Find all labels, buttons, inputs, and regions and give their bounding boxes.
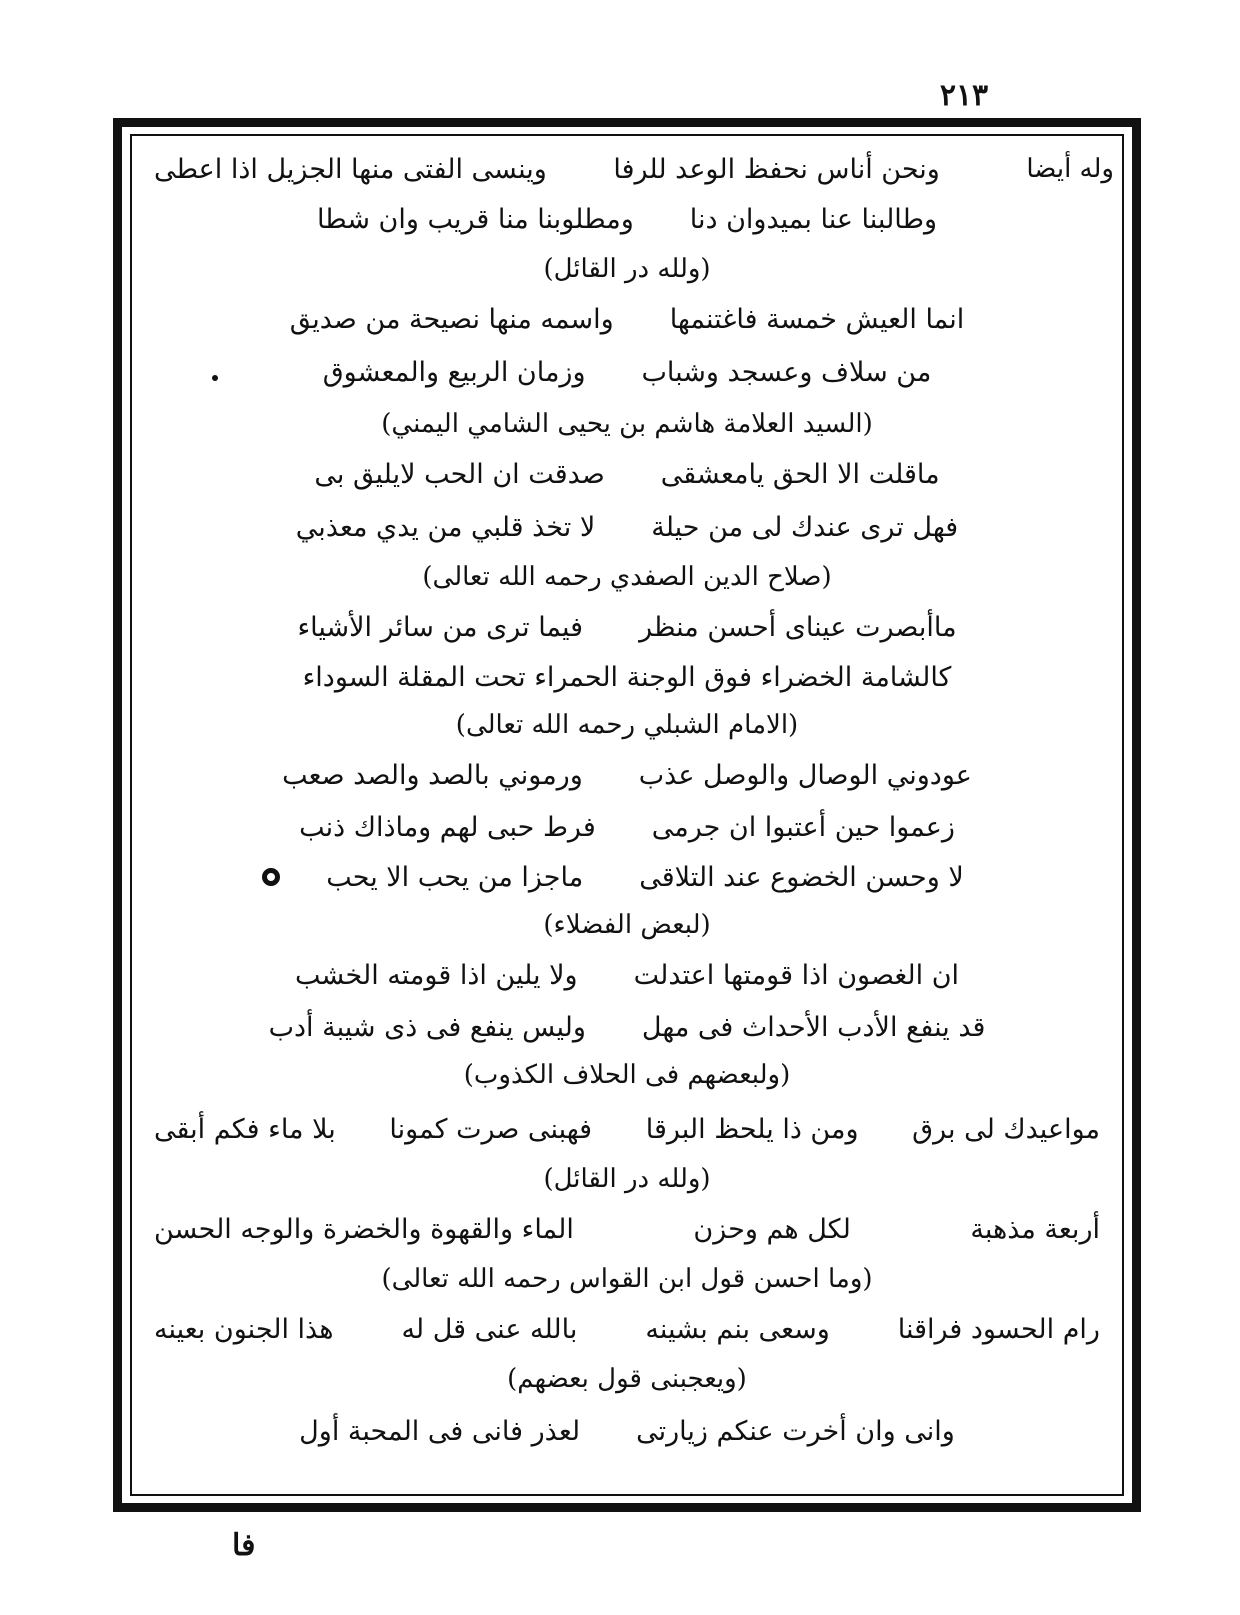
hemistich: وليس ينفع فى ذى شيبة أدب	[268, 1011, 586, 1043]
text-line	[140, 1304, 1114, 1354]
heading-text: (ولله در القائل)	[543, 1164, 711, 1194]
text-line	[140, 347, 1114, 397]
heading-text: (الامام الشبلي رحمه الله تعالى)	[455, 710, 799, 740]
text-line	[140, 1204, 1114, 1254]
heading-text: (ولله در القائل)	[543, 254, 711, 284]
hemistich: لا تخذ قلبي من يدي معذبي	[295, 511, 596, 543]
text-line	[140, 950, 1114, 1000]
hemistich: فهبنى صرت كمونا	[389, 1113, 593, 1145]
heading-text: (صلاح الدين الصفدي رحمه الله تعالى)	[422, 562, 832, 592]
section-heading	[140, 1050, 1114, 1100]
hemistich: هذا الجنون بعينه	[154, 1313, 334, 1345]
text-line	[140, 802, 1114, 852]
hemistich: واسمه منها نصيحة من صديق	[289, 303, 614, 335]
section-heading	[140, 700, 1114, 750]
heading-text: (لبعض الفضلاء)	[543, 910, 711, 940]
hemistich: ورموني بالصد والصد صعب	[282, 759, 583, 791]
hemistich: فرط حبى لهم وماذاك ذنب	[299, 811, 596, 843]
section-heading	[140, 399, 1114, 449]
section-heading	[140, 552, 1114, 602]
text-line	[140, 1002, 1114, 1052]
section-heading	[140, 1354, 1114, 1404]
hemistich: ونحن أناس نحفظ الوعد للرفا	[613, 153, 940, 185]
hemistich: وانى وان أخرت عنكم زيارتى	[636, 1415, 955, 1447]
circle-ornament-icon	[262, 868, 280, 886]
section-heading	[140, 244, 1114, 294]
hemistich: ومن ذا يلحظ البرقا	[645, 1113, 859, 1145]
section-heading	[140, 900, 1114, 950]
hemistich: وزمان الربيع والمعشوق	[322, 356, 586, 388]
hemistich: انما العيش خمسة فاغتنمها	[669, 303, 965, 335]
text-line	[140, 652, 1114, 702]
heading-text: (السيد العلامة هاشم بن يحيى الشامي اليمني)	[381, 409, 873, 439]
hemistich: وينسى الفتى منها الجزيل اذا اعطى	[154, 153, 547, 185]
hemistich: ولا يلين اذا قومته الخشب	[294, 959, 578, 991]
poem-text	[140, 144, 1114, 1486]
section-heading	[140, 1254, 1114, 1304]
page-number: ٢١٣	[939, 78, 989, 113]
hemistich: لكل هم وحزن	[693, 1213, 851, 1245]
hemistich: لعذر فانى فى المحبة أول	[299, 1415, 581, 1447]
hemistich: لا وحسن الخضوع عند التلاقى	[639, 861, 964, 893]
hemistich: كالشامة الخضراء فوق الوجنة الحمراء تحت المقلة السوداء	[302, 661, 952, 693]
section-heading	[140, 1154, 1114, 1204]
hemistich: وسعى بنم بشينه	[645, 1313, 830, 1345]
hemistich: الماء والقهوة والخضرة والوجه الحسن	[154, 1213, 574, 1245]
hemistich: ان الغصون اذا قومتها اعتدلت	[633, 959, 960, 991]
hemistich: بالله عنى قل له	[401, 1313, 578, 1345]
hemistich: قد ينفع الأدب الأحداث فى مهل	[641, 1011, 986, 1043]
hemistich: ومطلوبنا منا قريب وان شطا	[316, 203, 634, 235]
hemistich: ماأبصرت عيناى أحسن منظر	[639, 611, 957, 643]
heading-text: (ويعجبنى قول بعضهم)	[507, 1364, 747, 1394]
verse-prefix: وله أيضا	[1026, 154, 1114, 184]
text-line	[140, 294, 1114, 344]
text-line	[140, 1104, 1114, 1154]
text-line	[140, 144, 1114, 194]
hemistich: فهل ترى عندك لى من حيلة	[651, 511, 959, 543]
heading-text: (ولبعضهم فى الحلاف الكذوب)	[463, 1060, 791, 1090]
hemistich: زعموا حين أعتبوا ان جرمى	[651, 811, 955, 843]
hemistich: أربعة مذهبة	[970, 1213, 1100, 1245]
text-line	[140, 194, 1114, 244]
text-line	[140, 502, 1114, 552]
hemistich: بلا ماء فكم أبقى	[154, 1113, 336, 1145]
heading-text: (وما احسن قول ابن القواس رحمه الله تعالى)	[381, 1264, 873, 1294]
hemistich: صدقت ان الحب لايليق بى	[314, 458, 605, 490]
text-line	[140, 852, 1114, 902]
text-line	[140, 750, 1114, 800]
hemistich: فيما ترى من سائر الأشياء	[297, 611, 584, 643]
text-line	[140, 602, 1114, 652]
hemistich: ماجزا من يحب الا يحب	[326, 861, 584, 893]
hemistich: ماقلت الا الحق يامعشقى	[660, 458, 940, 490]
hemistich: عودوني الوصال والوصل عذب	[638, 759, 972, 791]
hemistich: وطالبنا عنا بميدوان دنا	[689, 203, 938, 235]
text-line	[140, 449, 1114, 499]
text-line	[140, 1406, 1114, 1456]
catchword: فا	[232, 1528, 256, 1563]
hemistich: من سلاف وعسجد وشباب	[641, 356, 932, 388]
hemistich: رام الحسود فراقنا	[897, 1313, 1100, 1345]
hemistich: مواعيدك لى برق	[912, 1113, 1100, 1145]
